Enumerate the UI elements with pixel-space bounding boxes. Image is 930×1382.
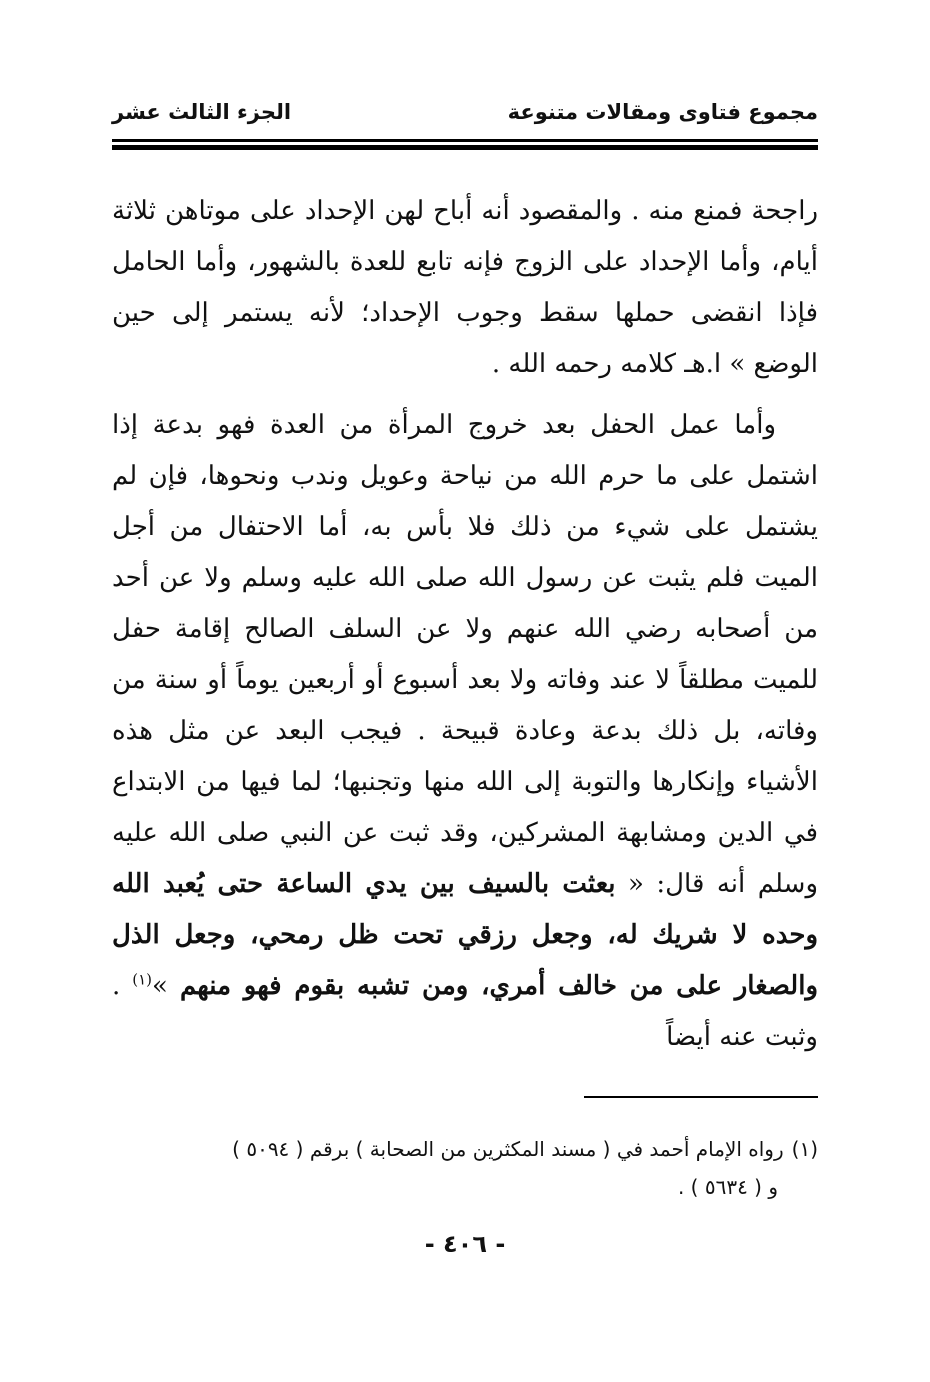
footnote-number: (١) <box>791 1137 818 1161</box>
paragraph-2-tail: . وثبت عنه أيضاً <box>112 971 818 1052</box>
page-number: - ٤٠٦ - <box>424 1230 506 1258</box>
quote-close: » <box>152 971 168 1001</box>
paragraph-1: راجحة فمنع منه . والمقصود أنه أباح لهن الإحداد على موتاهن ثلاثة أيام، وأما الإحداد على الزوج فإنه تابع للعدة بالشهور، وأما الحامل فإذا انقضى حملها سقط وجوب الإحداد؛ لأنه يستمر إلى حين الوضع » ا.هـ كلامه رحمه الله . <box>112 196 818 379</box>
running-header <box>112 100 818 136</box>
footnote-line-1: رواه الإمام أحمد في ( مسند المكثرين من الصحابة ) برقم ( ٥٠٩٤ ) <box>232 1137 784 1161</box>
volume-label: الجزء الثالث عشر <box>112 100 292 124</box>
paragraph-2-text: وأما عمل الحفل بعد خروج المرأة من العدة فهو بدعة إذا اشتمل على ما حرم الله من نياحة وعويل وندب ونحوها، فإن لم يشتمل على شيء من ذلك فلا بأس به، أما الاحتفال من أجل الميت فلم يثبت عن رسول الله صلى الله عليه وسلم ولا عن أحد من أصحابه رضي الله عنهم ولا عن السلف الصالح إقامة حفل للميت مطلقاً لا عند وفاته ولا بعد أسبوع أو أربعين يوماً أو سنة من وفاته، بل ذلك بدعة وعادة قبيحة . فيجب البعد عن مثل هذه الأشياء وإنكارها والتوبة إلى الله منها وتجنبها؛ لما فيها من الابتداع في الدين ومشابهة المشركين، وقد ثبت عن النبي صلى الله عليه وسلم أنه قال: « <box>112 410 819 899</box>
footnote-reference[interactable]: (١) <box>132 970 153 989</box>
body-text <box>112 186 818 1063</box>
footnote <box>112 1130 818 1206</box>
footnote-line-2: و ( ٥٦٣٤ ) . <box>677 1175 778 1199</box>
header-rule-thick <box>112 145 818 150</box>
paragraph-2 <box>112 400 818 1063</box>
header-rule-thin <box>112 139 818 142</box>
footnote-separator <box>584 1096 818 1098</box>
hadith-quote: بعثت بالسيف بين يدي الساعة حتى يُعبد الله وحده لا شريك له، وجعل رزقي تحت ظل رمحي، وجعل الذل والصغار على من خالف أمري، ومن تشبه بقوم فهو منهم <box>112 869 818 1001</box>
book-title: مجموع فتاوى ومقالات متنوعة <box>507 100 818 124</box>
